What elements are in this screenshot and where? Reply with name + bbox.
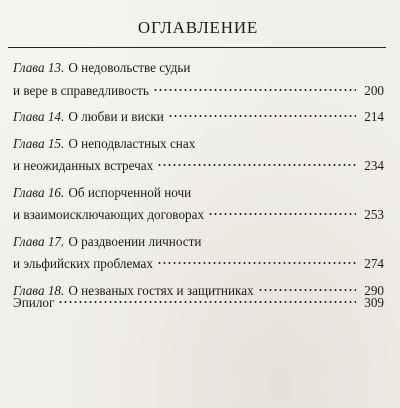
chapter-label: Глава 14.: [13, 109, 65, 124]
page-number: 309: [364, 295, 384, 310]
toc-line: [13, 106, 384, 129]
table-of-contents: [13, 57, 384, 306]
chapter-label: Глава 16.: [13, 184, 65, 200]
chapter-title-line: О неподвластных снах: [68, 135, 196, 151]
chapter-title-line: О незваных гостях и защитниках: [68, 282, 254, 298]
dot-leader: [208, 212, 356, 216]
page-number: 214: [364, 109, 384, 124]
epilogue-label: Эпилог: [13, 295, 55, 310]
toc-line: [13, 155, 384, 178]
page-number: 234: [364, 158, 384, 173]
chapter-label: Глава 18.: [13, 282, 65, 298]
dot-leader: [157, 261, 356, 265]
page-number: 274: [364, 256, 384, 271]
toc-line: [13, 80, 384, 103]
chapter-title-line: и вере в справедливость: [13, 82, 149, 98]
toc-line: [13, 57, 384, 80]
toc-entry-epilogue[interactable]: [13, 292, 384, 315]
toc-entry-chapter-17[interactable]: [13, 231, 384, 276]
chapter-label: Глава 13.: [13, 60, 65, 75]
toc-entry-chapter-16[interactable]: [13, 182, 384, 227]
chapter-title-line: О раздвоении личности: [68, 233, 202, 249]
chapter-label: Глава 17.: [13, 233, 65, 249]
toc-entry-chapter-15[interactable]: [13, 133, 384, 178]
title-rule: [8, 47, 386, 48]
dot-leader: [58, 300, 356, 304]
page-header: [8, 18, 388, 38]
chapter-title-line: и эльфийских проблемах: [13, 256, 154, 271]
toc-line: [13, 231, 384, 254]
toc-line: [13, 204, 384, 227]
toc-line: [13, 292, 384, 315]
dot-leader: [168, 114, 356, 118]
dot-leader: [258, 288, 356, 292]
toc-line: [13, 182, 384, 205]
dot-leader: [157, 163, 356, 167]
chapter-title-line: О любви и виски: [68, 109, 164, 124]
chapter-label: Глава 15.: [13, 135, 65, 151]
toc-entry-chapter-14[interactable]: [13, 106, 384, 129]
page-number: 253: [364, 207, 384, 222]
toc-entry-chapter-13[interactable]: [13, 57, 384, 102]
page-title: ОГЛАВЛЕНИЕ: [137, 18, 259, 37]
toc-line: [13, 253, 384, 276]
dot-leader: [153, 88, 356, 92]
page-number: 290: [364, 282, 384, 298]
page-number: 200: [364, 82, 384, 98]
chapter-title-line: и неожиданных встречах: [13, 158, 154, 173]
chapter-title-line: Об испорченной ночи: [68, 184, 192, 200]
chapter-title-line: и взаимоисключающих договорах: [13, 207, 205, 222]
chapter-title-line: О недовольстве судьи: [68, 60, 191, 75]
toc-line: [13, 133, 384, 156]
